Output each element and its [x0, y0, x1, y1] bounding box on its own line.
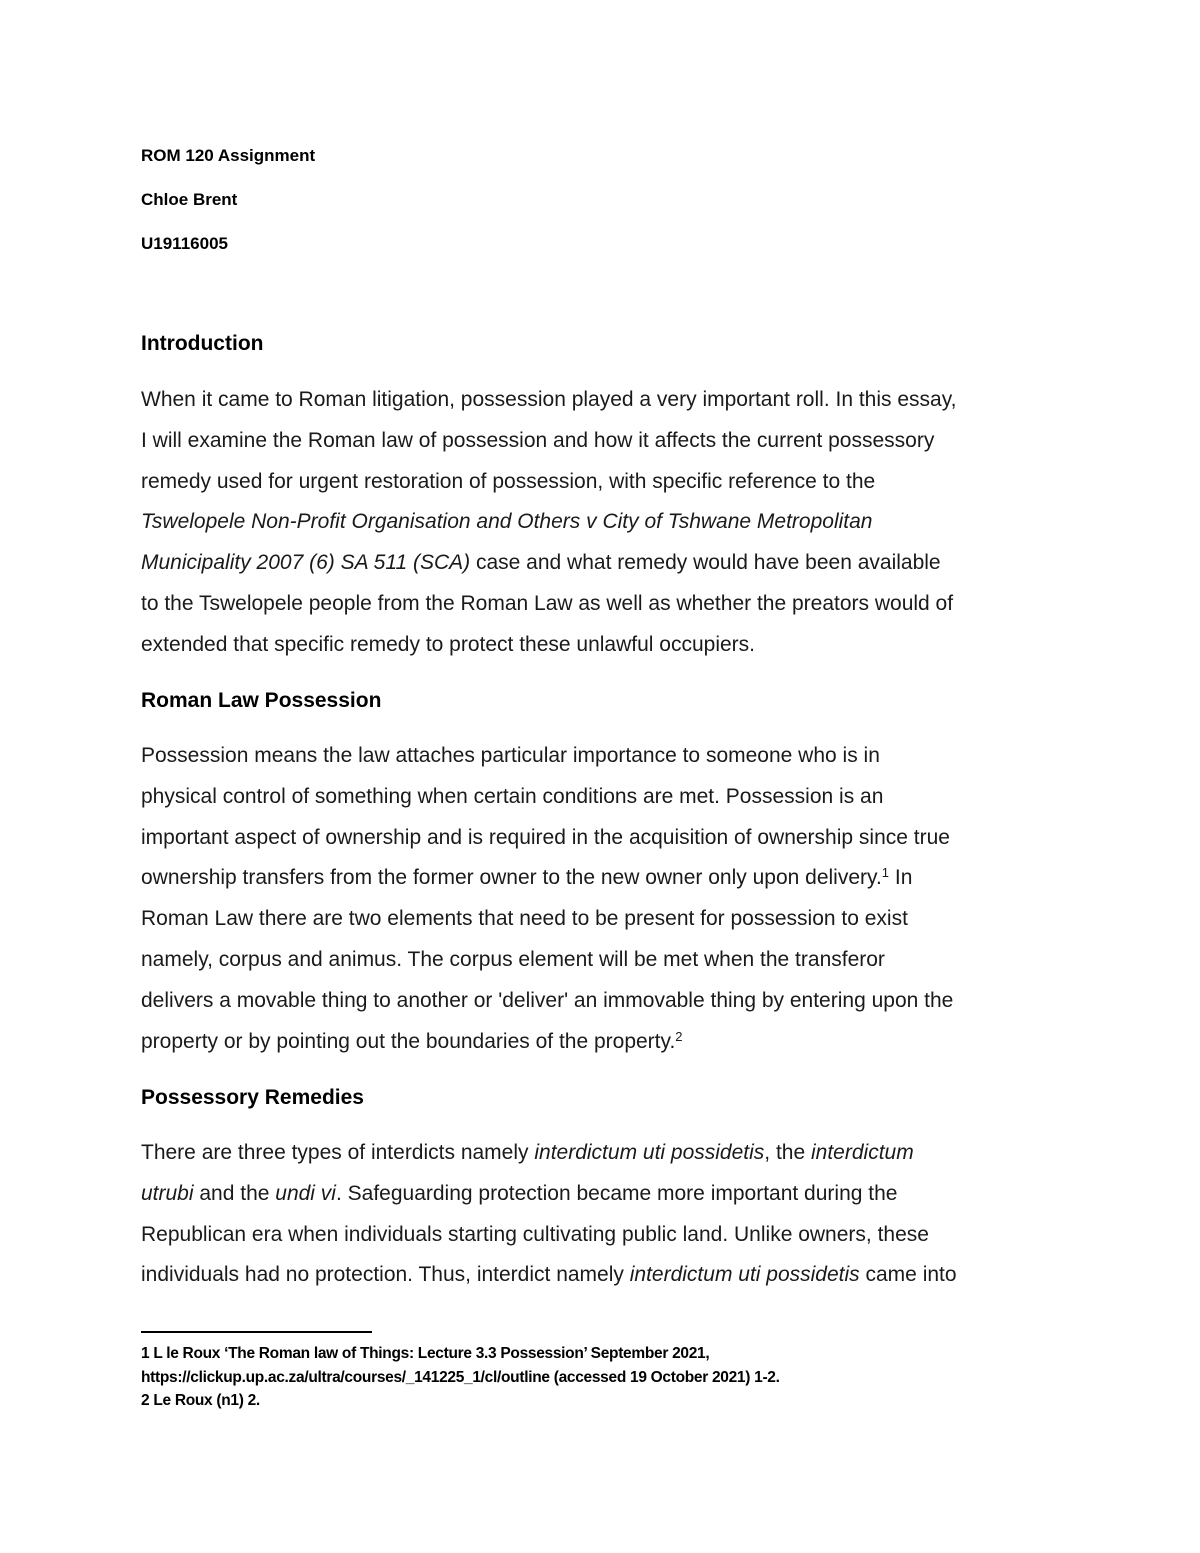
- footnote-2: 2 Le Roux (n1) 2.: [141, 1392, 260, 1409]
- intro-line: to the Tswelopele people from the Roman Law as well as whether the preators would of: [141, 591, 954, 615]
- footnote-1-url[interactable]: https://clickup.up.ac.za/ultra/courses/_141225_1/cl/outline (accessed 19 October 2021) 1-2.: [141, 1368, 780, 1386]
- intro-line: [141, 502, 1071, 543]
- roman-law-text: property or by pointing out the boundaries of the property.: [141, 1029, 676, 1053]
- footnotes: [141, 1342, 1091, 1413]
- remedies-line: Republican era when individuals starting cultivating public land. Unlike owners, these: [141, 1222, 929, 1246]
- roman-law-line: Possession means the law attaches particular importance to someone who is in: [141, 744, 880, 767]
- intro-text: case and what remedy would have been available: [470, 551, 941, 575]
- intro-line: [141, 543, 1071, 584]
- student-number: U19116005: [141, 234, 228, 253]
- footnote-ref-2[interactable]: 2: [675, 1028, 683, 1044]
- roman-law-paragraph: [141, 736, 1071, 1062]
- case-citation-part2: Municipality 2007 (6) SA 511 (SCA): [141, 551, 471, 575]
- latin-term: utrubi: [141, 1181, 194, 1205]
- remedies-paragraph: [141, 1133, 1071, 1296]
- intro-line: remedy used for urgent restoration of possession, with specific reference to the: [141, 469, 876, 493]
- remedies-line: [141, 1133, 1071, 1174]
- case-citation-part1: Tswelopele Non-Profit Organisation and Others v City of Tshwane Metropolitan: [141, 510, 873, 534]
- remedies-text: and the: [193, 1181, 276, 1205]
- heading-roman-law-possession: Roman Law Possession: [141, 689, 382, 712]
- roman-law-line: namely, corpus and animus. The corpus element will be met when the transferor: [141, 947, 885, 971]
- roman-law-line: delivers a movable thing to another or 'deliver' an immovable thing by entering upon the: [141, 988, 954, 1012]
- remedies-line: [141, 1174, 1071, 1215]
- roman-law-line: physical control of something when certain conditions are met. Possession is an: [141, 784, 884, 808]
- latin-term: interdictum: [811, 1141, 914, 1164]
- latin-term: undi vi: [275, 1181, 336, 1205]
- roman-law-line: [141, 858, 1071, 899]
- heading-introduction: Introduction: [141, 332, 264, 355]
- roman-law-line: Roman Law there are two elements that need to be present for possession to exist: [141, 907, 908, 931]
- roman-law-text: ownership transfers from the former owner to the new owner only upon delivery.: [141, 866, 882, 890]
- intro-line: When it came to Roman litigation, possession played a very important roll. In this essay,: [141, 388, 957, 411]
- roman-law-line: [141, 1022, 1071, 1063]
- remedies-line: [141, 1255, 1071, 1296]
- remedies-text: . Safeguarding protection became more important during the: [335, 1181, 898, 1205]
- intro-line: extended that specific remedy to protect these unlawful occupiers.: [141, 632, 756, 656]
- introduction-paragraph: [141, 380, 1071, 666]
- roman-law-text: In: [889, 866, 913, 890]
- latin-term: interdictum uti possidetis: [534, 1141, 765, 1164]
- heading-possessory-remedies: Possessory Remedies: [141, 1086, 364, 1109]
- remedies-text: individuals had no protection. Thus, interdict namely: [141, 1263, 630, 1287]
- latin-term: interdictum uti possidetis: [629, 1263, 860, 1287]
- course-title: ROM 120 Assignment: [141, 146, 316, 165]
- roman-law-line: important aspect of ownership and is required in the acquisition of ownership since true: [141, 825, 950, 849]
- intro-line: I will examine the Roman law of possession and how it affects the current possessory: [141, 428, 935, 452]
- remedies-text: , the: [764, 1141, 811, 1164]
- remedies-text: There are three types of interdicts namely: [141, 1141, 535, 1164]
- footnote-1: 1 L le Roux ‘The Roman law of Things: Lecture 3.3 Possession’ September 2021,: [141, 1345, 710, 1362]
- author-name: Chloe Brent: [141, 190, 238, 209]
- footnote-separator: [141, 1331, 372, 1333]
- remedies-text: came into: [859, 1263, 957, 1287]
- footnote-ref-1[interactable]: 1: [881, 865, 890, 881]
